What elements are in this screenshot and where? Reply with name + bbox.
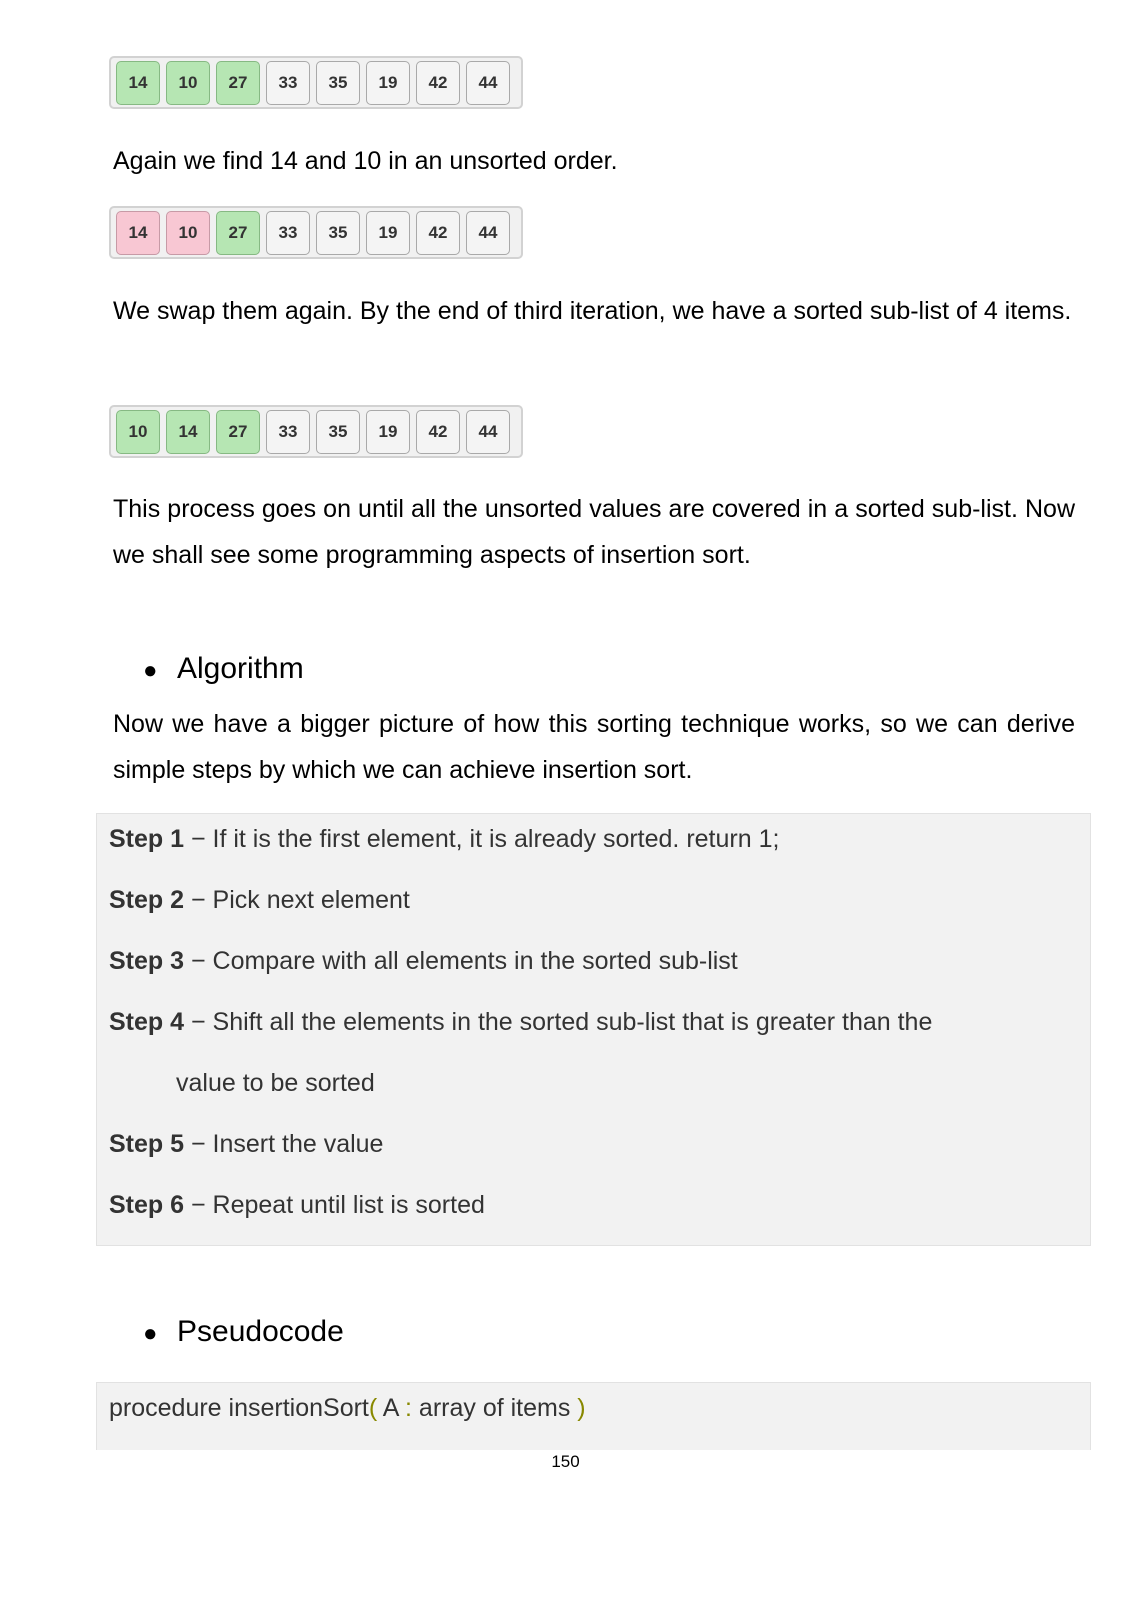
step-label: Step 1	[109, 825, 185, 853]
array-cell: 14	[116, 211, 160, 255]
paragraph-process: This process goes on until all the unsorted values are covered in a sorted sub-list. Now we shall see some programming aspects of insertion sort.	[113, 495, 1075, 569]
algorithm-steps-box	[96, 813, 1091, 1246]
step-label: Step 4	[109, 1008, 185, 1036]
step-2	[109, 885, 410, 915]
step-label: Step 6	[109, 1191, 185, 1219]
step-label: Step 3	[109, 947, 185, 975]
array-cell: 42	[416, 211, 460, 255]
step-label: Step 5	[109, 1130, 185, 1158]
pseudocode-line-1	[109, 1393, 586, 1423]
code-procedure: procedure insertionSort	[109, 1394, 369, 1422]
array-cell: 14	[166, 410, 210, 454]
paragraph-unsorted-again: Again we find 14 and 10 in an unsorted order.	[113, 147, 618, 175]
array-cell: 19	[366, 410, 410, 454]
array-figure-2	[109, 206, 523, 259]
array-cell: 10	[116, 410, 160, 454]
page-number: 150	[551, 1452, 580, 1471]
array-cell: 44	[466, 61, 510, 105]
bullet-icon: ●	[143, 1320, 158, 1347]
array-cell: 27	[216, 410, 260, 454]
heading-pseudocode-text: Pseudocode	[177, 1315, 344, 1348]
heading-algorithm-text: Algorithm	[177, 652, 304, 685]
paragraph-swap-again: We swap them again. By the end of third iteration, we have a sorted sub-list of 4 items.	[113, 297, 1072, 325]
array-cell: 33	[266, 61, 310, 105]
array-cell: 33	[266, 410, 310, 454]
step-text: − If it is the first element, it is already sorted. return 1;	[184, 825, 780, 853]
array-cell: 35	[316, 61, 360, 105]
array-figure-3	[109, 405, 523, 458]
code-param: A	[377, 1394, 406, 1422]
code-colon: :	[405, 1394, 412, 1422]
array-cell: 27	[216, 211, 260, 255]
step-text: − Shift all the elements in the sorted sub-list that is greater than the	[184, 1008, 933, 1036]
array-cell: 10	[166, 61, 210, 105]
array-cell: 10	[166, 211, 210, 255]
array-cell: 33	[266, 211, 310, 255]
array-cell: 42	[416, 61, 460, 105]
array-figure-1	[109, 56, 523, 109]
array-cell: 14	[116, 61, 160, 105]
array-cell: 42	[416, 410, 460, 454]
bullet-icon: ●	[143, 657, 158, 684]
step-text: − Repeat until list is sorted	[184, 1191, 485, 1219]
array-cell: 19	[366, 211, 410, 255]
array-cell: 44	[466, 410, 510, 454]
step-6	[109, 1190, 485, 1220]
heading-algorithm	[143, 649, 304, 691]
step-5	[109, 1129, 383, 1159]
step-1	[109, 824, 779, 854]
step-label: Step 2	[109, 886, 185, 914]
code-type: array of items	[411, 1394, 578, 1422]
step-4	[109, 1007, 932, 1037]
array-cell: 35	[316, 410, 360, 454]
heading-pseudocode	[143, 1312, 344, 1354]
array-cell: 35	[316, 211, 360, 255]
array-cell: 27	[216, 61, 260, 105]
code-close-paren: )	[577, 1394, 586, 1422]
array-cell: 19	[366, 61, 410, 105]
step-text: − Compare with all elements in the sorted sub-list	[184, 947, 738, 975]
step-text: − Pick next element	[184, 886, 410, 914]
code-open-paren: (	[368, 1394, 378, 1422]
array-cell: 44	[466, 211, 510, 255]
step-3	[109, 946, 738, 976]
pseudocode-box	[96, 1382, 1091, 1450]
paragraph-bigger-picture: Now we have a bigger picture of how this sorting technique works, so we can derive simple steps by which we can achieve insertion sort.	[113, 710, 1075, 784]
step-text: − Insert the value	[184, 1130, 384, 1158]
step-4-continuation: value to be sorted	[176, 1069, 375, 1097]
